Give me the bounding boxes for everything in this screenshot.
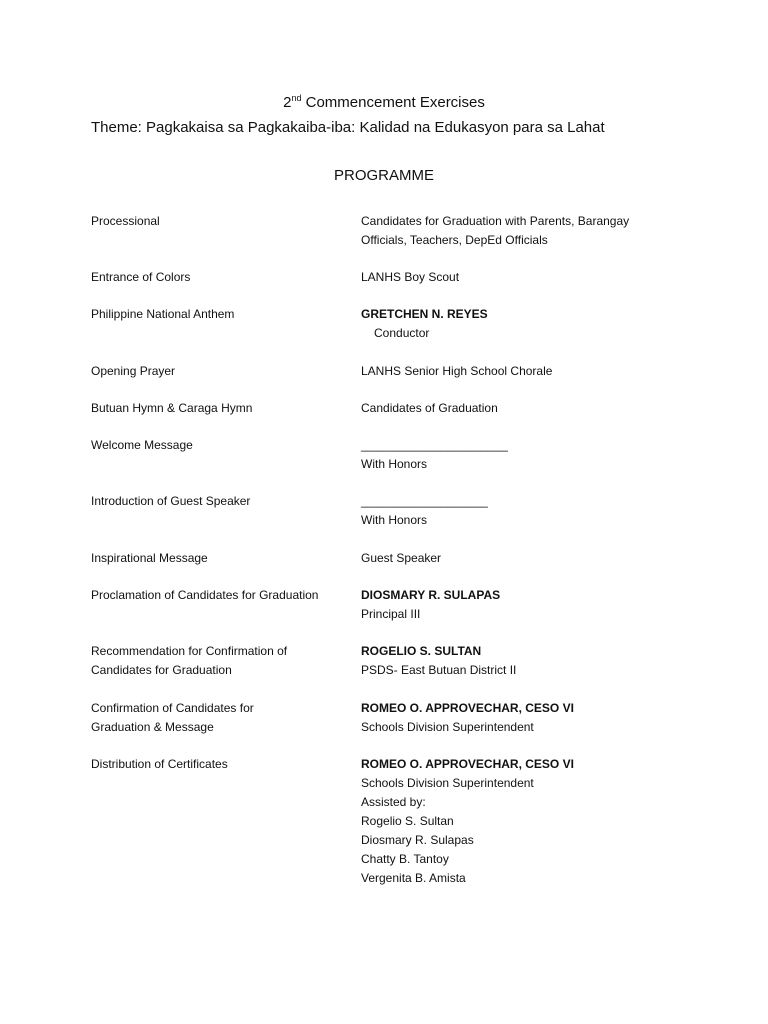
assistant-name: Vergenita B. Amista xyxy=(361,871,466,885)
programme-performer xyxy=(361,436,661,474)
part-label: Confirmation of Candidates for xyxy=(91,701,254,715)
part-label: Distribution of Certificates xyxy=(91,757,228,771)
part-label: Recommendation for Confirmation of xyxy=(91,644,288,658)
performer-name: ROGELIO S. SULTAN xyxy=(361,644,482,658)
performer-line: With Honors xyxy=(361,457,428,471)
title-ordinal: 2 xyxy=(283,94,292,111)
part-label: Welcome Message xyxy=(91,438,193,452)
part-label: Introduction of Guest Speaker xyxy=(91,494,251,508)
programme-part xyxy=(91,699,331,737)
performer-line: Candidates of Graduation xyxy=(361,401,498,415)
programme-part xyxy=(91,492,331,511)
programme-performer xyxy=(361,399,661,418)
title-text: Commencement Exercises xyxy=(301,94,485,111)
programme-performer xyxy=(361,492,661,530)
performer-line: LANHS Senior High School Chorale xyxy=(361,364,553,378)
programme-part xyxy=(91,305,331,324)
document-title xyxy=(0,93,768,113)
performer-role: Schools Division Superintendent xyxy=(361,776,534,790)
programme-part xyxy=(91,362,331,381)
programme-part xyxy=(91,212,331,231)
part-label: Processional xyxy=(91,214,160,228)
part-label: Proclamation of Candidates for Graduation xyxy=(91,588,319,602)
performer-role: PSDS- East Butuan District II xyxy=(361,663,517,677)
assistant-name: Rogelio S. Sultan xyxy=(361,814,454,828)
part-label: Butuan Hymn & Caraga Hymn xyxy=(91,401,253,415)
programme-part xyxy=(91,399,331,418)
performer-line: LANHS Boy Scout xyxy=(361,270,460,284)
programme-performer xyxy=(361,549,661,568)
programme-performer xyxy=(361,586,661,624)
assistant-name: Diosmary R. Sulapas xyxy=(361,833,474,847)
performer-line: Officials, Teachers, DepEd Officials xyxy=(361,233,548,247)
part-label-continued: Candidates for Graduation xyxy=(91,663,232,677)
performer-role: Conductor xyxy=(374,326,430,340)
part-label-continued: Graduation & Message xyxy=(91,720,214,734)
performer-line: With Honors xyxy=(361,513,428,527)
performer-role: Principal III xyxy=(361,607,421,621)
performer-line: Guest Speaker xyxy=(361,551,442,565)
programme-part xyxy=(91,642,331,680)
performer-name: ROMEO O. APPROVECHAR, CESO VI xyxy=(361,701,574,715)
title-ordinal-suffix: nd xyxy=(291,93,302,103)
programme-part xyxy=(91,586,331,605)
performer-name: DIOSMARY R. SULAPAS xyxy=(361,588,501,602)
programme-performer xyxy=(361,362,661,381)
performer-name: GRETCHEN N. REYES xyxy=(361,307,488,321)
blank-name-line: ___________________ xyxy=(361,494,488,508)
assisted-by-label: Assisted by: xyxy=(361,795,426,809)
programme-heading: PROGRAMME xyxy=(333,167,434,184)
performer-line: Candidates for Graduation with Parents, Barangay xyxy=(361,214,630,228)
performer-name: ROMEO O. APPROVECHAR, CESO VI xyxy=(361,757,574,771)
performer-role: Schools Division Superintendent xyxy=(361,720,534,734)
programme-performer xyxy=(361,699,661,737)
blank-name-line: ______________________ xyxy=(361,438,508,452)
part-label: Philippine National Anthem xyxy=(91,307,235,321)
programme-performer xyxy=(361,305,661,343)
programme-part xyxy=(91,755,331,774)
part-label: Inspirational Message xyxy=(91,551,208,565)
programme-performer xyxy=(361,268,661,287)
programme-performer xyxy=(361,755,661,888)
theme-line: Theme: Pagkakaisa sa Pagkakaiba-iba: Kalidad na Edukasyon para sa Lahat xyxy=(91,119,605,136)
programme-part xyxy=(91,268,331,287)
assistant-name: Chatty B. Tantoy xyxy=(361,852,449,866)
programme-performer xyxy=(361,212,661,250)
part-label: Opening Prayer xyxy=(91,364,176,378)
programme-part xyxy=(91,549,331,568)
part-label: Entrance of Colors xyxy=(91,270,191,284)
programme-performer xyxy=(361,642,661,680)
programme-part xyxy=(91,436,331,455)
